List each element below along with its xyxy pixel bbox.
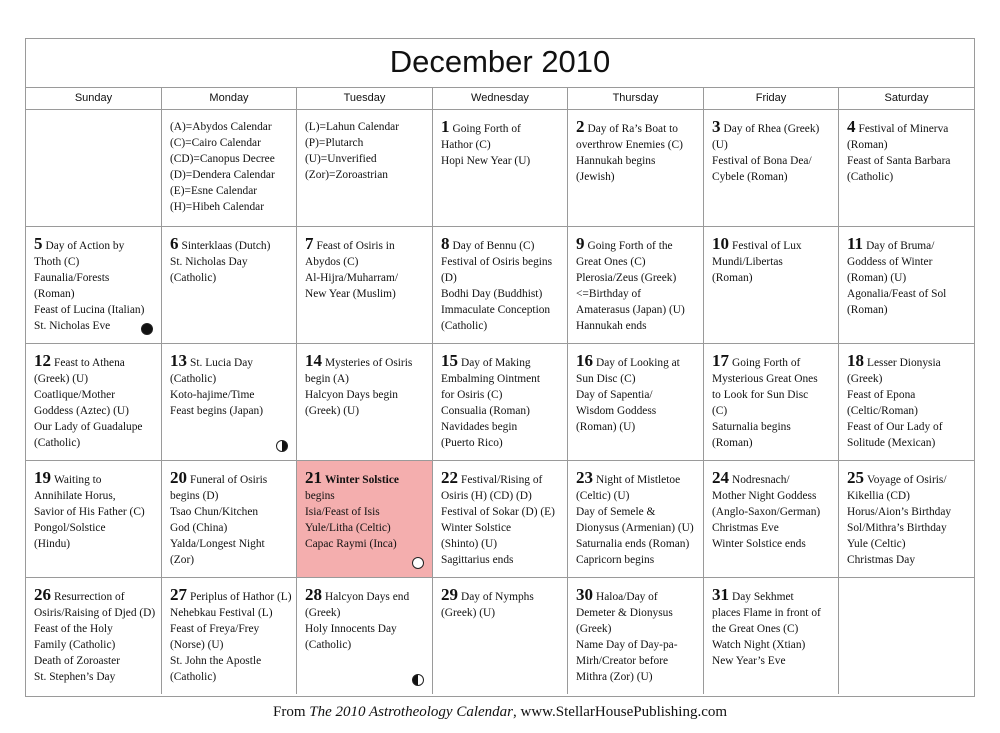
event-line: St. Stephen’s Day bbox=[34, 671, 116, 683]
event-text: Day of Nymphs bbox=[461, 591, 534, 603]
day-first-line bbox=[712, 353, 834, 371]
event-line: Thoth (C) bbox=[34, 256, 80, 268]
day-number: 23 bbox=[576, 468, 593, 487]
event-text: Winter Solstice bbox=[325, 474, 399, 486]
event-line: Yalda/Longest Night bbox=[170, 538, 265, 550]
day-cell-2[interactable] bbox=[568, 110, 704, 226]
event-line: (Zor) bbox=[170, 554, 195, 566]
day-number: 11 bbox=[847, 234, 864, 253]
day-first-line bbox=[576, 353, 699, 371]
event-line: Feast of Epona bbox=[847, 389, 916, 401]
event-line: Winter Solstice ends bbox=[712, 538, 806, 550]
day-number: 4 bbox=[847, 117, 856, 136]
event-text: Waiting to bbox=[54, 474, 102, 486]
event-line: Day of Semele & bbox=[576, 506, 656, 518]
event-line: Osiris/Raising of Djed (D) bbox=[34, 607, 156, 619]
event-line: Watch Night (Xtian) bbox=[712, 639, 806, 651]
event-line: Saturnalia ends (Roman) bbox=[576, 538, 690, 550]
event-line: (Catholic) bbox=[170, 671, 217, 683]
day-first-line bbox=[34, 236, 157, 254]
day-cell-4[interactable] bbox=[839, 110, 974, 226]
last-quarter-moon-icon bbox=[412, 674, 424, 686]
event-line: Our Lady of Guadalupe bbox=[34, 421, 143, 433]
event-line: St. Nicholas Eve bbox=[34, 320, 111, 332]
event-line: Nehebkau Festival (L) bbox=[170, 607, 273, 619]
event-line: Saturnalia begins bbox=[712, 421, 791, 433]
footer-suffix: , www.StellarHousePublishing.com bbox=[513, 704, 728, 720]
day-first-line bbox=[441, 470, 563, 488]
event-line: Isia/Feast of Isis bbox=[305, 506, 380, 518]
day-cell-27[interactable] bbox=[162, 578, 297, 694]
event-line: Day of Sapentia/ bbox=[576, 389, 653, 401]
day-first-line bbox=[441, 353, 563, 371]
event-line: (Puerto Rico) bbox=[441, 437, 503, 449]
day-first-line bbox=[170, 236, 292, 254]
event-line: (Hindu) bbox=[34, 538, 71, 550]
event-line: Plerosia/Zeus (Greek) bbox=[576, 272, 677, 284]
day-number: 2 bbox=[576, 117, 585, 136]
day-cell-3[interactable] bbox=[704, 110, 839, 226]
week-row bbox=[26, 344, 974, 461]
day-first-line bbox=[712, 119, 834, 137]
event-text: Resurrection of bbox=[54, 591, 125, 603]
event-line: (Catholic) bbox=[847, 171, 894, 183]
day-first-line bbox=[576, 587, 699, 605]
event-line: (Greek) bbox=[847, 373, 883, 385]
day-number: 20 bbox=[170, 468, 187, 487]
day-first-line bbox=[712, 236, 834, 254]
day-first-line bbox=[34, 353, 157, 371]
day-first-line bbox=[170, 353, 292, 371]
day-cell-30[interactable] bbox=[568, 578, 704, 694]
weekday-header-sunday: Sunday bbox=[26, 88, 162, 109]
footer-credit bbox=[0, 704, 1000, 721]
day-cell-24[interactable] bbox=[704, 461, 839, 577]
event-text: Festival of Lux bbox=[732, 240, 802, 252]
event-text: Day of Action by bbox=[45, 240, 125, 252]
event-line: (Norse) (U) bbox=[170, 639, 224, 651]
event-line: overthrow Enemies (C) bbox=[576, 139, 683, 151]
day-first-line bbox=[441, 236, 563, 254]
event-line: Festival of Sokar (D) (E) bbox=[441, 506, 555, 518]
day-cell-28[interactable] bbox=[297, 578, 433, 694]
event-text: Day of Bennu (C) bbox=[452, 240, 535, 252]
event-text: Day of Ra’s Boat to bbox=[587, 123, 678, 135]
event-line: Al-Hijra/Muharram/ bbox=[305, 272, 398, 284]
event-line: New Year’s Eve bbox=[712, 655, 786, 667]
event-line: Festival of Osiris begins bbox=[441, 256, 553, 268]
event-line: Christmas Day bbox=[847, 554, 916, 566]
event-line: Agonalia/Feast of Sol bbox=[847, 288, 947, 300]
event-line: the Great Ones (C) bbox=[712, 623, 799, 635]
event-text: Festival/Rising of bbox=[461, 474, 543, 486]
event-line: (Catholic) bbox=[170, 272, 217, 284]
day-first-line bbox=[305, 353, 428, 371]
event-text: Night of Mistletoe bbox=[596, 474, 681, 486]
event-line: (Shinto) (U) bbox=[441, 538, 497, 550]
day-cell-19[interactable] bbox=[26, 461, 162, 577]
event-line: Immaculate Conception bbox=[441, 304, 551, 316]
event-line: Feast of Santa Barbara bbox=[847, 155, 951, 167]
event-line: Mysterious Great Ones bbox=[712, 373, 818, 385]
day-number: 28 bbox=[305, 585, 322, 604]
event-line: (Roman) (U) bbox=[847, 272, 907, 284]
day-number: 25 bbox=[847, 468, 864, 487]
day-cell-9[interactable] bbox=[568, 227, 704, 343]
day-cell-17[interactable] bbox=[704, 344, 839, 460]
empty-cell[interactable] bbox=[26, 110, 162, 226]
day-first-line bbox=[847, 353, 970, 371]
event-line: (Greek) (U) bbox=[305, 405, 360, 417]
event-line: (Greek) bbox=[576, 623, 612, 635]
event-line: Goddess (Aztec) (U) bbox=[34, 405, 129, 417]
event-line: Family (Catholic) bbox=[34, 639, 116, 651]
event-line: (Celtic) (U) bbox=[576, 490, 630, 502]
event-text: Going Forth of bbox=[452, 123, 521, 135]
event-line: Consualia (Roman) bbox=[441, 405, 530, 417]
week-row bbox=[26, 578, 974, 694]
event-text: Nodresnach/ bbox=[732, 474, 790, 486]
event-text: Going Forth of bbox=[732, 357, 801, 369]
event-line: (D) bbox=[441, 272, 457, 284]
event-line: (A)=Abydos Calendar bbox=[170, 121, 272, 133]
day-cell-20[interactable] bbox=[162, 461, 297, 577]
weekday-header-monday: Monday bbox=[162, 88, 297, 109]
event-text: Going Forth of the bbox=[587, 240, 673, 252]
day-first-line bbox=[576, 119, 699, 137]
event-line: (Greek) bbox=[305, 607, 341, 619]
event-line: Mirh/Creator before bbox=[576, 655, 669, 667]
day-cell-31[interactable] bbox=[704, 578, 839, 694]
week-row bbox=[26, 110, 974, 227]
day-cell-23[interactable] bbox=[568, 461, 704, 577]
event-line: St. Nicholas Day bbox=[170, 256, 248, 268]
event-line: Coatlique/Mother bbox=[34, 389, 115, 401]
day-number: 29 bbox=[441, 585, 458, 604]
event-line: Bodhi Day (Buddhist) bbox=[441, 288, 543, 300]
event-line: Osiris (H) (CD) (D) bbox=[441, 490, 532, 502]
day-number: 30 bbox=[576, 585, 593, 604]
event-line: (Catholic) bbox=[441, 320, 488, 332]
event-line: Capac Raymi (Inca) bbox=[305, 538, 397, 550]
event-line: (Anglo-Saxon/German) bbox=[712, 506, 821, 518]
calendar-grid bbox=[25, 38, 975, 697]
empty-cell[interactable] bbox=[839, 578, 974, 694]
event-line: (Roman) bbox=[34, 288, 75, 300]
event-line: (Roman) bbox=[712, 272, 753, 284]
event-text: Voyage of Osiris/ bbox=[867, 474, 947, 486]
event-line: (Catholic) bbox=[34, 437, 81, 449]
footer-prefix: From bbox=[272, 704, 310, 720]
event-text: Day Sekhmet bbox=[732, 591, 794, 603]
event-line: Tsao Chun/Kitchen bbox=[170, 506, 259, 518]
weekday-header-thursday: Thursday bbox=[568, 88, 704, 109]
day-number: 15 bbox=[441, 351, 458, 370]
event-line: (CD)=Canopus Decree bbox=[170, 153, 275, 165]
event-text: Haloa/Day of bbox=[596, 591, 658, 603]
event-line: (D)=Dendera Calendar bbox=[170, 169, 275, 181]
event-line: God (China) bbox=[170, 522, 228, 534]
event-line: (P)=Plutarch bbox=[305, 137, 364, 149]
event-line: St. John the Apostle bbox=[170, 655, 262, 667]
event-line: (Roman) bbox=[847, 139, 888, 151]
event-line: Feast of Freya/Frey bbox=[170, 623, 260, 635]
event-line: Embalming Ointment bbox=[441, 373, 541, 385]
event-line: Koto-hajime/Time bbox=[170, 389, 255, 401]
day-number: 9 bbox=[576, 234, 585, 253]
event-line: to Look for Sun Disc bbox=[712, 389, 809, 401]
day-cell-25[interactable] bbox=[839, 461, 974, 577]
day-first-line bbox=[847, 470, 970, 488]
event-text: Day of Looking at bbox=[596, 357, 680, 369]
day-first-line bbox=[34, 470, 157, 488]
day-number: 3 bbox=[712, 117, 721, 136]
event-line: Mundi/Libertas bbox=[712, 256, 783, 268]
weekday-header-row bbox=[26, 88, 974, 110]
day-cell-26[interactable] bbox=[26, 578, 162, 694]
event-line: Feast begins (Japan) bbox=[170, 405, 263, 417]
day-first-line bbox=[170, 470, 292, 488]
event-line: for Osiris (C) bbox=[441, 389, 503, 401]
day-number: 5 bbox=[34, 234, 43, 253]
event-line: Sagittarius ends bbox=[441, 554, 514, 566]
event-line: Halcyon Days begin bbox=[305, 389, 398, 401]
event-line: (H)=Hibeh Calendar bbox=[170, 201, 265, 213]
event-line: begins (D) bbox=[170, 490, 219, 502]
event-line: (Celtic/Roman) bbox=[847, 405, 918, 417]
day-first-line bbox=[441, 119, 563, 137]
day-first-line bbox=[441, 587, 563, 605]
event-text: Sinterklaas (Dutch) bbox=[181, 240, 271, 252]
day-cell-22[interactable] bbox=[433, 461, 568, 577]
empty-cell[interactable] bbox=[297, 110, 433, 226]
event-line: Great Ones (C) bbox=[576, 256, 646, 268]
day-first-line bbox=[305, 236, 428, 254]
day-first-line bbox=[305, 470, 428, 488]
event-line: Death of Zoroaster bbox=[34, 655, 121, 667]
event-line: Sun Disc (C) bbox=[576, 373, 636, 385]
event-line: Capricorn begins bbox=[576, 554, 655, 566]
event-line: Kikellia (CD) bbox=[847, 490, 910, 502]
calendar-title: December 2010 bbox=[26, 39, 974, 88]
event-line: Mother Night Goddess bbox=[712, 490, 817, 502]
day-number: 31 bbox=[712, 585, 729, 604]
day-first-line bbox=[576, 236, 699, 254]
event-text: Funeral of Osiris bbox=[190, 474, 268, 486]
day-first-line bbox=[34, 587, 157, 605]
event-line: Hathor (C) bbox=[441, 139, 491, 151]
day-first-line bbox=[712, 470, 834, 488]
event-line: Faunalia/Forests bbox=[34, 272, 110, 284]
event-line: <=Birthday of bbox=[576, 288, 642, 300]
event-line: Demeter & Dionysus bbox=[576, 607, 673, 619]
event-line: Sol/Mithra’s Birthday bbox=[847, 522, 947, 534]
event-line: Mithra (Zor) (U) bbox=[576, 671, 653, 683]
event-line: Hannukah ends bbox=[576, 320, 647, 332]
event-line: (Catholic) bbox=[170, 373, 217, 385]
day-number: 12 bbox=[34, 351, 51, 370]
day-number: 13 bbox=[170, 351, 187, 370]
event-text: Periplus of Hathor (L) bbox=[190, 591, 292, 603]
day-first-line bbox=[305, 587, 428, 605]
event-text: St. Lucia Day bbox=[190, 357, 253, 369]
event-line: Christmas Eve bbox=[712, 522, 779, 534]
full-moon-icon bbox=[412, 557, 424, 569]
weekday-header-friday: Friday bbox=[704, 88, 839, 109]
event-text: Festival of Minerva bbox=[858, 123, 949, 135]
day-first-line bbox=[847, 119, 970, 137]
event-line: (C)=Cairo Calendar bbox=[170, 137, 261, 149]
event-line: places Flame in front of bbox=[712, 607, 821, 619]
empty-cell[interactable] bbox=[162, 110, 297, 226]
day-cell-15[interactable] bbox=[433, 344, 568, 460]
day-cell-21[interactable] bbox=[297, 461, 433, 577]
day-first-line bbox=[712, 587, 834, 605]
event-line: begin (A) bbox=[305, 373, 349, 385]
event-text: Day of Rhea (Greek) bbox=[723, 123, 820, 135]
day-number: 17 bbox=[712, 351, 729, 370]
event-line: (U) bbox=[712, 139, 728, 151]
event-line: Abydos (C) bbox=[305, 256, 359, 268]
event-line: (Roman) bbox=[712, 437, 753, 449]
event-text: Day of Making bbox=[461, 357, 531, 369]
day-cell-8[interactable] bbox=[433, 227, 568, 343]
event-text: Day of Bruma/ bbox=[866, 240, 935, 252]
footer-book-title: The 2010 Astrotheology Calendar bbox=[309, 704, 513, 720]
day-cell-14[interactable] bbox=[297, 344, 433, 460]
event-line: Hopi New Year (U) bbox=[441, 155, 531, 167]
event-line: begins bbox=[305, 490, 335, 502]
event-line: (Greek) (U) bbox=[441, 607, 496, 619]
event-line: (Zor)=Zoroastrian bbox=[305, 169, 388, 181]
event-line: New Year (Muslim) bbox=[305, 288, 396, 300]
event-line: Goddess of Winter bbox=[847, 256, 933, 268]
day-number: 1 bbox=[441, 117, 450, 136]
week-row bbox=[26, 461, 974, 578]
day-number: 16 bbox=[576, 351, 593, 370]
day-number: 21 bbox=[305, 468, 322, 487]
first-quarter-moon-icon bbox=[276, 440, 288, 452]
event-line: Pongol/Solstice bbox=[34, 522, 106, 534]
week-row bbox=[26, 227, 974, 344]
event-line: (Catholic) bbox=[305, 639, 352, 651]
day-number: 26 bbox=[34, 585, 51, 604]
event-line: Holy Innocents Day bbox=[305, 623, 397, 635]
event-text: Mysteries of Osiris bbox=[325, 357, 413, 369]
event-line: Feast of Lucina (Italian) bbox=[34, 304, 145, 316]
event-line: Annihilate Horus, bbox=[34, 490, 116, 502]
day-number: 6 bbox=[170, 234, 179, 253]
day-number: 14 bbox=[305, 351, 322, 370]
event-line: Cybele (Roman) bbox=[712, 171, 788, 183]
day-cell-11[interactable] bbox=[839, 227, 974, 343]
weekday-header-wednesday: Wednesday bbox=[433, 88, 568, 109]
event-line: Wisdom Goddess bbox=[576, 405, 657, 417]
event-line: (Jewish) bbox=[576, 171, 615, 183]
day-number: 22 bbox=[441, 468, 458, 487]
weekday-header-saturday: Saturday bbox=[884, 92, 929, 104]
day-first-line bbox=[847, 236, 970, 254]
event-line: (Roman) (U) bbox=[576, 421, 636, 433]
event-line: Horus/Aion’s Birthday bbox=[847, 506, 952, 518]
day-number: 7 bbox=[305, 234, 314, 253]
day-cell-6[interactable] bbox=[162, 227, 297, 343]
event-line: Dionysus (Armenian) (U) bbox=[576, 522, 694, 534]
day-cell-5[interactable] bbox=[26, 227, 162, 343]
event-text: Feast to Athena bbox=[54, 357, 125, 369]
event-line: (E)=Esne Calendar bbox=[170, 185, 258, 197]
weekday-header-tuesday: Tuesday bbox=[297, 88, 433, 109]
event-line: Hannukah begins bbox=[576, 155, 656, 167]
day-number: 27 bbox=[170, 585, 187, 604]
day-cell-7[interactable] bbox=[297, 227, 433, 343]
day-number: 8 bbox=[441, 234, 450, 253]
event-line: Yule/Litha (Celtic) bbox=[305, 522, 391, 534]
day-cell-1[interactable] bbox=[433, 110, 568, 226]
day-cell-12[interactable] bbox=[26, 344, 162, 460]
day-cell-18[interactable] bbox=[839, 344, 974, 460]
day-number: 10 bbox=[712, 234, 729, 253]
day-cell-16[interactable] bbox=[568, 344, 704, 460]
event-line: (Greek) (U) bbox=[34, 373, 89, 385]
day-number: 18 bbox=[847, 351, 864, 370]
event-line: Winter Solstice bbox=[441, 522, 512, 534]
new-moon-icon bbox=[141, 323, 153, 335]
day-cell-29[interactable] bbox=[433, 578, 568, 694]
event-line: (L)=Lahun Calendar bbox=[305, 121, 400, 133]
day-first-line bbox=[576, 470, 699, 488]
event-line: Yule (Celtic) bbox=[847, 538, 906, 550]
day-cell-10[interactable] bbox=[704, 227, 839, 343]
event-line: Festival of Bona Dea/ bbox=[712, 155, 812, 167]
event-line: (Roman) bbox=[847, 304, 888, 316]
event-line: Navidades begin bbox=[441, 421, 518, 433]
weeks-container bbox=[26, 110, 974, 694]
event-text: Lesser Dionysia bbox=[867, 357, 941, 369]
day-first-line bbox=[170, 587, 292, 605]
event-text: Feast of Osiris in bbox=[316, 240, 395, 252]
event-line: Savior of His Father (C) bbox=[34, 506, 145, 518]
event-line: Name Day of Day-pa- bbox=[576, 639, 678, 651]
day-number: 19 bbox=[34, 468, 51, 487]
event-line: (C) bbox=[712, 405, 728, 417]
event-line: Amaterasus (Japan) (U) bbox=[576, 304, 685, 316]
day-number: 24 bbox=[712, 468, 729, 487]
event-line: (U)=Unverified bbox=[305, 153, 377, 165]
event-line: Feast of Our Lady of bbox=[847, 421, 943, 433]
day-cell-13[interactable] bbox=[162, 344, 297, 460]
event-line: Solitude (Mexican) bbox=[847, 437, 936, 449]
event-text: Halcyon Days end bbox=[325, 591, 410, 603]
event-line: Feast of the Holy bbox=[34, 623, 113, 635]
